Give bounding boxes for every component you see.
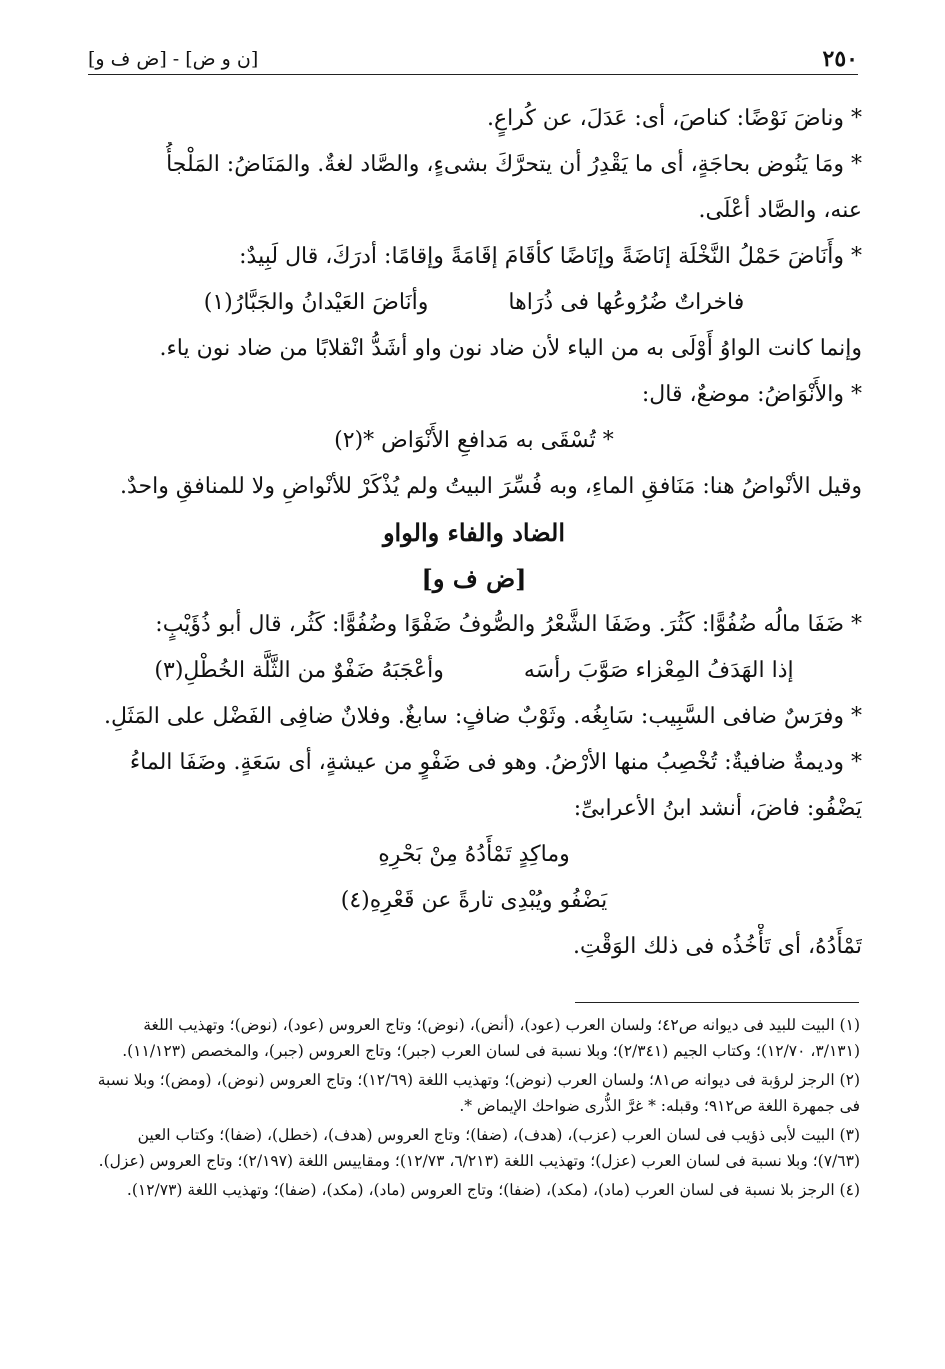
entry-paragraph-continuation: عنه، والصَّاد أعْلَى. [698,198,862,223]
entry-paragraph: * ومَا يَنُوض بحاجَةٍ، أى ما يَقْدِرُ أن يتحرَّكَ بشىءٍ، والصَّاد لغةٌ. والمَنَاضُ: المَلْجأُ [166,152,862,177]
verse-hemistich-first: إذا الهَدَفُ المِعْزاء صَوَّبَ رأسَه [523,658,794,683]
footnotes [92,1012,860,1206]
main-text [86,96,862,970]
footnote-separator [575,1002,859,1003]
entry-paragraph: * وأَنَاضَ حَمْلُ النَّخْلَة إنَاضَةً وإنَاضًا كأقَامَ إقَامَةً وإقامًا: أدرَكَ، قال لَبِيدٌ: [239,244,862,269]
subsection-title: [ض ف و] [421,564,527,593]
verse-line: وماكِدٍ تَمْأَدُهُ مِنْ بَحْرِهِ [378,842,570,867]
page-header [88,44,858,75]
verse-line: يَضْفُو ويُبْدِى تارةً عن قَعْرِهِ(٤) [340,888,608,913]
footnote: (١) البيت للبيد فى ديوانه ص٤٢؛ ولسان العرب (عود)، (أنض)، (نوض)؛ وتاج العروس (عود)، (نوض)؛ وتهذيب اللغة (٣/١٣١، ١٢/٧٠)؛ وكتاب الجيم (٢/٣٤١)؛ وبلا نسبة فى لسان العرب (جبر)؛ وتاج العروس (جبر)، والمخصص (١١/١٢٣). [122,1016,860,1060]
footnote: (٣) البيت لأبى ذؤيب فى لسان العرب (عزب)، (هدف)، (ضفا)؛ وتاج العروس (هدف)، (خطل)، (ضفا)؛ وكتاب العين (٧/٦٣)؛ وبلا نسبة فى لسان العرب (عزل)؛ وتهذيب اللغة (٦/٢١٣، ١٢/٧٣)؛ ومقاييس اللغة (٢/١٩٧)؛ وتاج العروس (عزل). [98,1126,860,1170]
footnote: (٢) الرجز لرؤبة فى ديوانه ص٨١؛ ولسان العرب (نوض)؛ وتهذيب اللغة (١٢/٦٩)؛ وتاج العروس (نوض)، (ومض)؛ وبلا نسبة فى جمهرة اللغة ص٩١٢؛ وقبله: * غرَّ الذُّرى ضواحك الإيماض *. [97,1071,860,1115]
verse-hemistich-second: وأنَاضَ العَيْدانُ والجَبَّارُ(١) [203,290,429,315]
entry-paragraph: * وديمةٌ ضافيةٌ: تُخْصِبُ منها الأرْضُ. وهو فى ضَفْوٍ من عيشةٍ، أى سَعَةٍ. وضَفَا الماءُ [129,750,862,775]
verse-hemistich-first: فاخراتٌ ضُرُوعُها فى ذُرَاها [508,290,745,315]
entry-paragraph: وقيل الأنْواضُ هنا: مَنَافقِ الماءِ، وبه فُسِّرَ البيتُ ولم يُذْكَرْ للأنْواضِ ولا للمنافقِ واحدٌ. [120,474,862,499]
entry-paragraph-continuation: يَضْفُو: فاضَ، أنشد ابنُ الأعرابىِّ: [573,796,862,821]
entry-paragraph: * والأَنْوَاضُ: موضعٌ، قال: [641,382,862,407]
entry-paragraph: تَمْأَدُهُ، أى تَأْخُذُه فى ذلك الوَقْتِ. [573,934,862,959]
verse-line: * تُسْقَى به مَدافعِ الأَنْوَاض *(٢) [334,428,614,453]
entry-paragraph: * وناضَ نَوْضًا: كناصَ، أى: عَدَلَ، عن كُراعٍ. [486,106,862,131]
page-number: ٢٥٠ [822,46,858,72]
verse-hemistich-second: وأعْجَبَهُ ضَفْوٌ من الثَّلَّة الخُطْلِ(٣) [154,658,444,683]
entry-paragraph: وإنما كانت الواوُ أَوْلَى به من الياء لأن ضاد نون واو أشَدُّ انْقلابًا من ضاد نون ياء. [159,336,862,361]
running-head: [ن و ض] - [ض ف و] [88,48,259,70]
entry-paragraph: * وفرَسٌ ضافى السَّبِيب: سَابِغُه. وثَوْبٌ ضافٍ: سابغٌ. وفلانٌ ضافِى الفَضْل على المَثَلِ. [104,704,862,729]
entry-paragraph: * ضَفَا مالُه ضُفُوًّا: كَثُرَ. وضَفَا الشَّعْرُ والصُّوفُ ضَفْوًا وضُفُوًّا: كَثُر، قال أبو ذُؤَيْبٍ: [155,612,862,637]
footnote: (٤) الرجز بلا نسبة فى لسان العرب (ماد)، (مكد)، (ضفا)؛ وتاج العروس (ماد)، (مكد)، (ضفا)؛ وتهذيب اللغة (١٢/٧٣). [126,1181,860,1199]
section-title: الضاد والفاء والواو [382,518,566,547]
verse-line [86,648,862,694]
verse-line [86,280,862,326]
